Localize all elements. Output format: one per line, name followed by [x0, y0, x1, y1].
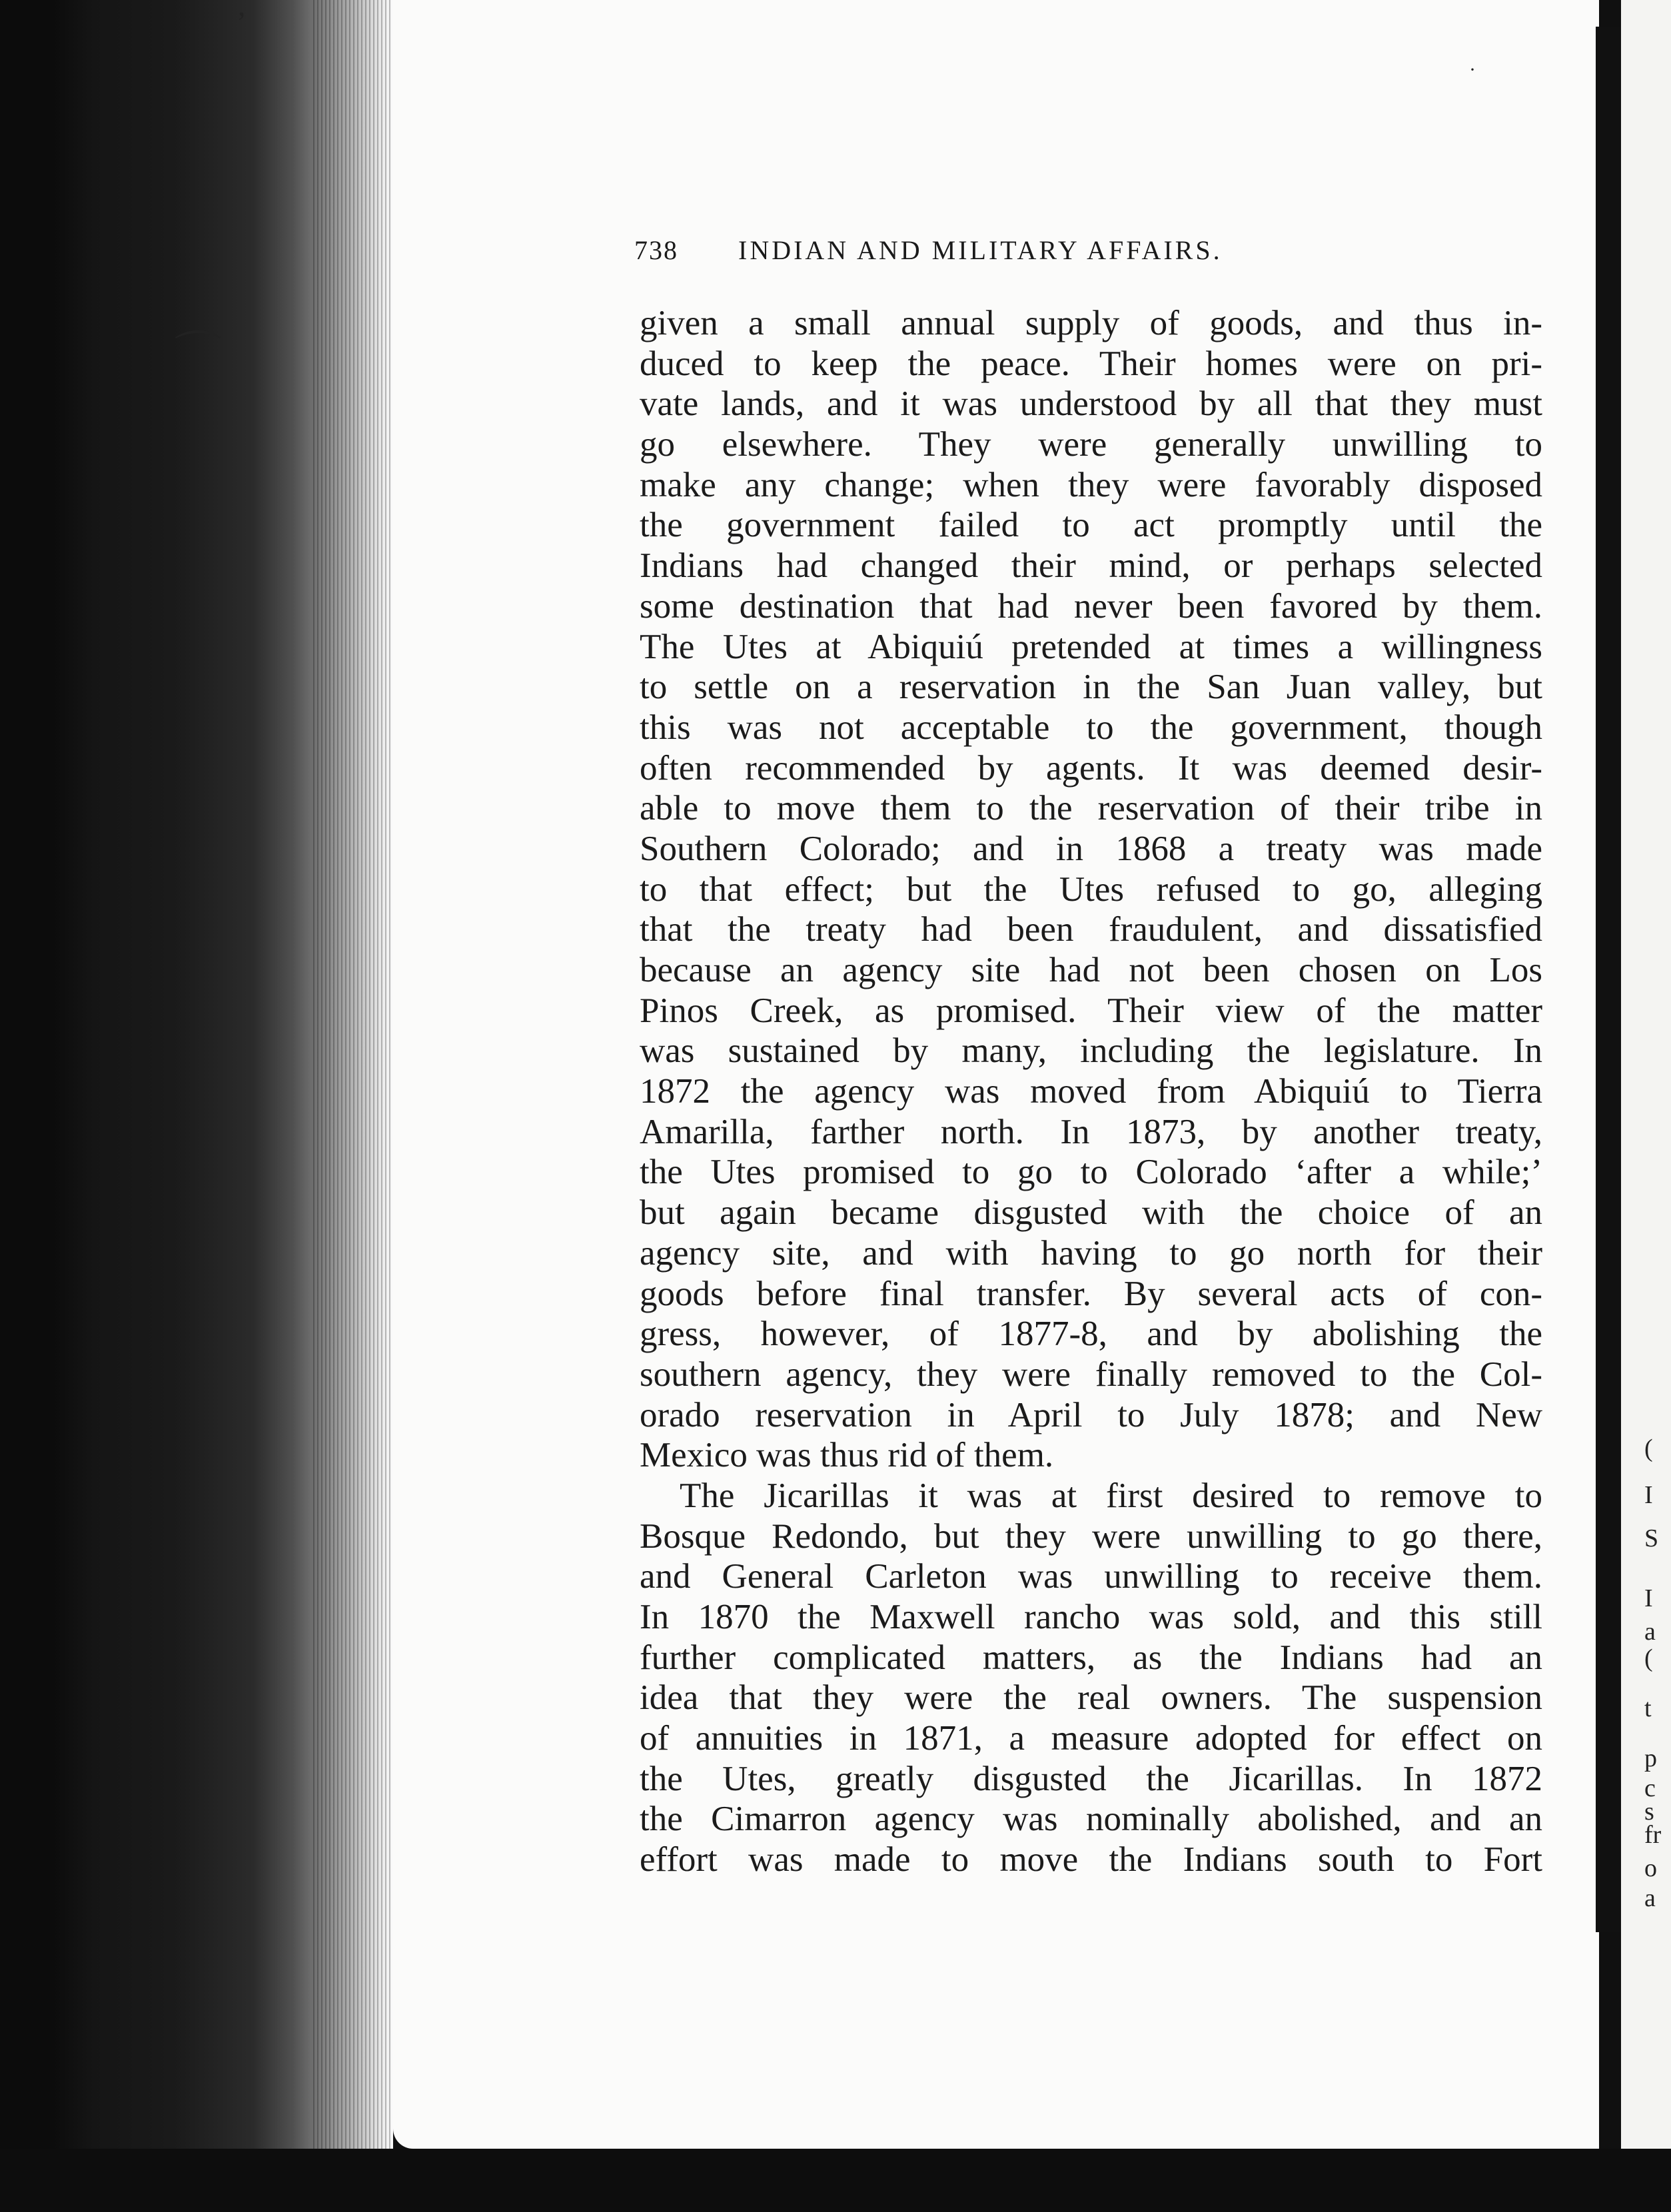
running-head: [634, 235, 1542, 281]
scan-mark: ⌒: [175, 329, 221, 380]
text-line: but again became disgusted with the choice of an: [640, 1193, 1542, 1233]
text-line: southern agency, they were finally removed to the Col-: [640, 1355, 1542, 1394]
book-gutter: [1596, 27, 1621, 1932]
text-line: In 1870 the Maxwell rancho was sold, and this still: [640, 1598, 1542, 1636]
body-text: [640, 303, 1542, 1880]
text-line: because an agency site had not been chosen on Los: [640, 951, 1542, 989]
text-line: idea that they were the real owners. The suspension: [640, 1678, 1542, 1718]
next-page-fragment: t: [1644, 1694, 1652, 1722]
text-line: make any change; when they were favorably disposed: [640, 465, 1542, 504]
text-line: Indians had changed their mind, or perhaps selected: [640, 546, 1542, 586]
text-line: of annuities in 1871, a measure adopted for effect on: [640, 1719, 1542, 1758]
text-line: Mexico was thus rid of them.: [640, 1436, 1054, 1475]
text-line: to that effect; but the Utes refused to go, alleging: [640, 869, 1542, 909]
text-line: vate lands, and it was understood by all that they must: [640, 384, 1542, 424]
next-page-fragment: a: [1644, 1618, 1656, 1646]
text-line: to settle on a reservation in the San Juan valley, but: [640, 668, 1542, 707]
scan-border-bottom: [0, 2149, 1671, 2212]
text-line: Amarilla, farther north. In 1873, by another treaty,: [640, 1112, 1542, 1151]
next-page-fragment: (: [1644, 1644, 1653, 1672]
text-line: The Jicarillas it was at first desired to remove to: [680, 1476, 1542, 1515]
text-line: duced to keep the peace. Their homes were on pri-: [640, 344, 1542, 383]
text-line: agency site, and with having to go north for their: [640, 1233, 1542, 1273]
text-line: The Utes at Abiquiú pretended at times a willingness: [640, 627, 1542, 666]
text-line: some destination that had never been favored by them.: [640, 586, 1542, 626]
page-number: 738: [634, 235, 678, 265]
running-title: INDIAN AND MILITARY AFFAIRS.: [738, 235, 1223, 265]
next-page-fragment: S: [1644, 1524, 1659, 1552]
next-page-fragment: p: [1644, 1744, 1657, 1772]
next-page-fragment: fr: [1644, 1821, 1662, 1849]
text-line: that the treaty had been fraudulent, and dissatisfied: [640, 910, 1542, 949]
text-line: Southern Colorado; and in 1868 a treaty was made: [640, 829, 1542, 868]
text-line: able to move them to the reservation of their tribe in: [640, 789, 1542, 828]
next-page-fragment: s: [1644, 1798, 1654, 1826]
page-edge-texture: [313, 0, 393, 2212]
text-line: goods before final transfer. By several acts of con-: [640, 1274, 1542, 1313]
text-line: the Utes promised to go to Colorado ‘after a while;’: [640, 1153, 1542, 1192]
next-page-fragment: I: [1644, 1481, 1653, 1509]
text-line: Pinos Creek, as promised. Their view of the matter: [640, 991, 1542, 1030]
text-line: 1872 the agency was moved from Abiquiú to Tierra: [640, 1072, 1542, 1111]
text-line: this was not acceptable to the government, though: [640, 708, 1542, 747]
text-line: further complicated matters, as the Indians had an: [640, 1638, 1542, 1677]
text-line: gress, however, of 1877-8, and by abolishing the: [640, 1315, 1542, 1354]
text-line: and General Carleton was unwilling to receive them.: [640, 1557, 1542, 1596]
text-line: effort was made to move the Indians south to Fort: [640, 1840, 1542, 1880]
text-line: orado reservation in April to July 1878; and New: [640, 1395, 1542, 1434]
next-page-fragment: I: [1644, 1584, 1653, 1612]
next-page-fragment: o: [1644, 1854, 1657, 1882]
text-line: was sustained by many, including the legislature. In: [640, 1031, 1542, 1071]
next-page-fragment: c: [1644, 1774, 1656, 1802]
text-line: given a small annual supply of goods, and thus in-: [640, 304, 1542, 342]
scan-mark: ·: [1469, 59, 1476, 81]
text-line: the government failed to act promptly until the: [640, 506, 1542, 545]
text-line: the Utes, greatly disgusted the Jicarillas. In 1872: [640, 1759, 1542, 1798]
text-line: go elsewhere. They were generally unwilling to: [640, 425, 1542, 464]
next-page-fragment: (: [1644, 1434, 1653, 1462]
next-page-fragment: a: [1644, 1884, 1656, 1912]
text-line: the Cimarron agency was nominally abolished, and an: [640, 1800, 1542, 1839]
text-line: often recommended by agents. It was deemed desir-: [640, 748, 1542, 788]
text-line: Bosque Redondo, but they were unwilling to go there,: [640, 1516, 1542, 1556]
scan-mark: ʼ: [237, 6, 247, 39]
